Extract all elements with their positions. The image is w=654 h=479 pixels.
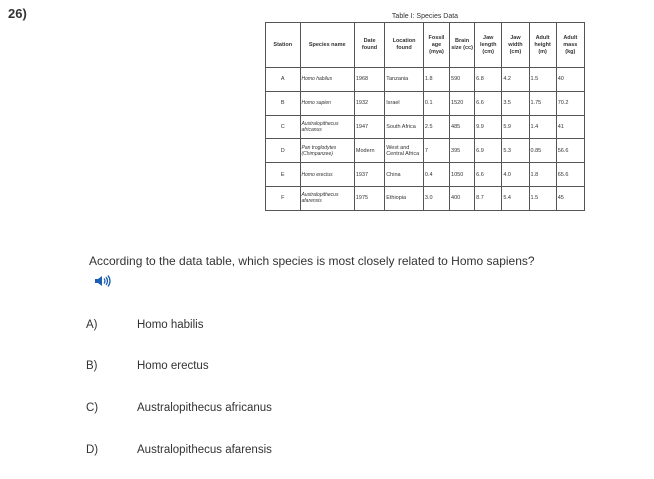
table-cell: 1.75 [529, 91, 556, 115]
table-cell: 5.3 [502, 139, 529, 163]
table-cell: 45 [556, 186, 584, 210]
table-row [266, 91, 585, 115]
table-cell: 1932 [354, 91, 384, 115]
table-cell: 1.8 [423, 68, 449, 92]
header-jaw-length: Jaw length (cm) [475, 23, 502, 68]
choice-letter: B) [86, 360, 98, 372]
table-cell: 5.9 [502, 115, 529, 139]
header-location-found: Location found [385, 23, 424, 68]
table-cell: 2.5 [423, 115, 449, 139]
table-cell: Modern [354, 139, 384, 163]
choice-letter: A) [86, 319, 98, 331]
table-cell: Australopithecus afarensis [300, 186, 354, 210]
table-row [266, 163, 585, 187]
question-text: According to the data table, which species is most closely related to Homo sapiens? [89, 254, 535, 268]
table-cell: B [266, 91, 301, 115]
table-cell: A [266, 68, 301, 92]
table-cell: 1050 [450, 163, 475, 187]
table-cell: 400 [450, 186, 475, 210]
table-cell: Ethiopia [385, 186, 424, 210]
table-cell: South Africa [385, 115, 424, 139]
header-adult-height: Adult height (m) [529, 23, 556, 68]
choice-d[interactable] [86, 444, 386, 460]
header-brain-size: Brain size (cc) [450, 23, 475, 68]
table-cell: D [266, 139, 301, 163]
table-row [266, 115, 585, 139]
table-cell: Homo habilus [300, 68, 354, 92]
table-row [266, 186, 585, 210]
table-cell: Pan troglodytes (Chimpanzee) [300, 139, 354, 163]
header-jaw-width: Jaw width (cm) [502, 23, 529, 68]
table-cell: 41 [556, 115, 584, 139]
table-cell: 7 [423, 139, 449, 163]
choice-b[interactable] [86, 360, 386, 376]
choice-c[interactable] [86, 402, 386, 418]
table-cell: 1.4 [529, 115, 556, 139]
table-cell: 6.9 [475, 139, 502, 163]
table-cell: 0.1 [423, 91, 449, 115]
species-data-table [265, 22, 585, 211]
header-date-found: Date found [354, 23, 384, 68]
table-cell: 9.9 [475, 115, 502, 139]
header-adult-mass: Adult mass (kg) [556, 23, 584, 68]
table-cell: 0.85 [529, 139, 556, 163]
table-cell: 8.7 [475, 186, 502, 210]
table-cell: Homo sapien [300, 91, 354, 115]
table-cell: 4.0 [502, 163, 529, 187]
table-cell: 0.4 [423, 163, 449, 187]
speaker-icon-graphic [93, 273, 113, 289]
choice-text: Homo erectus [137, 360, 209, 372]
table-cell: C [266, 115, 301, 139]
header-station: Station [266, 23, 301, 68]
table-cell: 1.8 [529, 163, 556, 187]
table-cell: F [266, 186, 301, 210]
table-header-row [266, 23, 585, 68]
header-fossil-age: Fossil age (mya) [423, 23, 449, 68]
speaker-icon[interactable] [93, 273, 113, 289]
table-cell: 1520 [450, 91, 475, 115]
choice-a[interactable] [86, 319, 386, 335]
table-cell: Tanzania [385, 68, 424, 92]
table-cell: 6.6 [475, 163, 502, 187]
header-species-name: Species name [300, 23, 354, 68]
table-cell: Homo erectus [300, 163, 354, 187]
table-cell: 56.6 [556, 139, 584, 163]
table-cell: 1937 [354, 163, 384, 187]
choice-text: Homo habilis [137, 319, 204, 331]
table-cell: 70.2 [556, 91, 584, 115]
table-cell: 1947 [354, 115, 384, 139]
table-cell: 65.6 [556, 163, 584, 187]
table-cell: 3.5 [502, 91, 529, 115]
choice-text: Australopithecus afarensis [137, 444, 272, 456]
table-cell: 1975 [354, 186, 384, 210]
table-cell: 40 [556, 68, 584, 92]
table-row [266, 68, 585, 92]
table-cell: 1968 [354, 68, 384, 92]
table-cell: 6.6 [475, 91, 502, 115]
table-cell: 485 [450, 115, 475, 139]
table-cell: China [385, 163, 424, 187]
table-cell: 1.5 [529, 68, 556, 92]
table-cell: 395 [450, 139, 475, 163]
table-cell: 5.4 [502, 186, 529, 210]
choice-letter: C) [86, 402, 99, 414]
table-cell: E [266, 163, 301, 187]
table-cell: Israel [385, 91, 424, 115]
species-data-table-container [265, 11, 585, 211]
table-cell: 3.0 [423, 186, 449, 210]
table-cell: West and Central Africa [385, 139, 424, 163]
table-cell: Australopithecus africanus [300, 115, 354, 139]
table-cell: 4.2 [502, 68, 529, 92]
question-number: 26) [8, 6, 27, 21]
choice-letter: D) [86, 444, 99, 456]
choice-text: Australopithecus africanus [137, 402, 272, 414]
table-cell: 590 [450, 68, 475, 92]
table-caption: Table I: Species Data [391, 13, 459, 20]
table-cell: 1.5 [529, 186, 556, 210]
table-cell: 6.8 [475, 68, 502, 92]
table-row [266, 139, 585, 163]
